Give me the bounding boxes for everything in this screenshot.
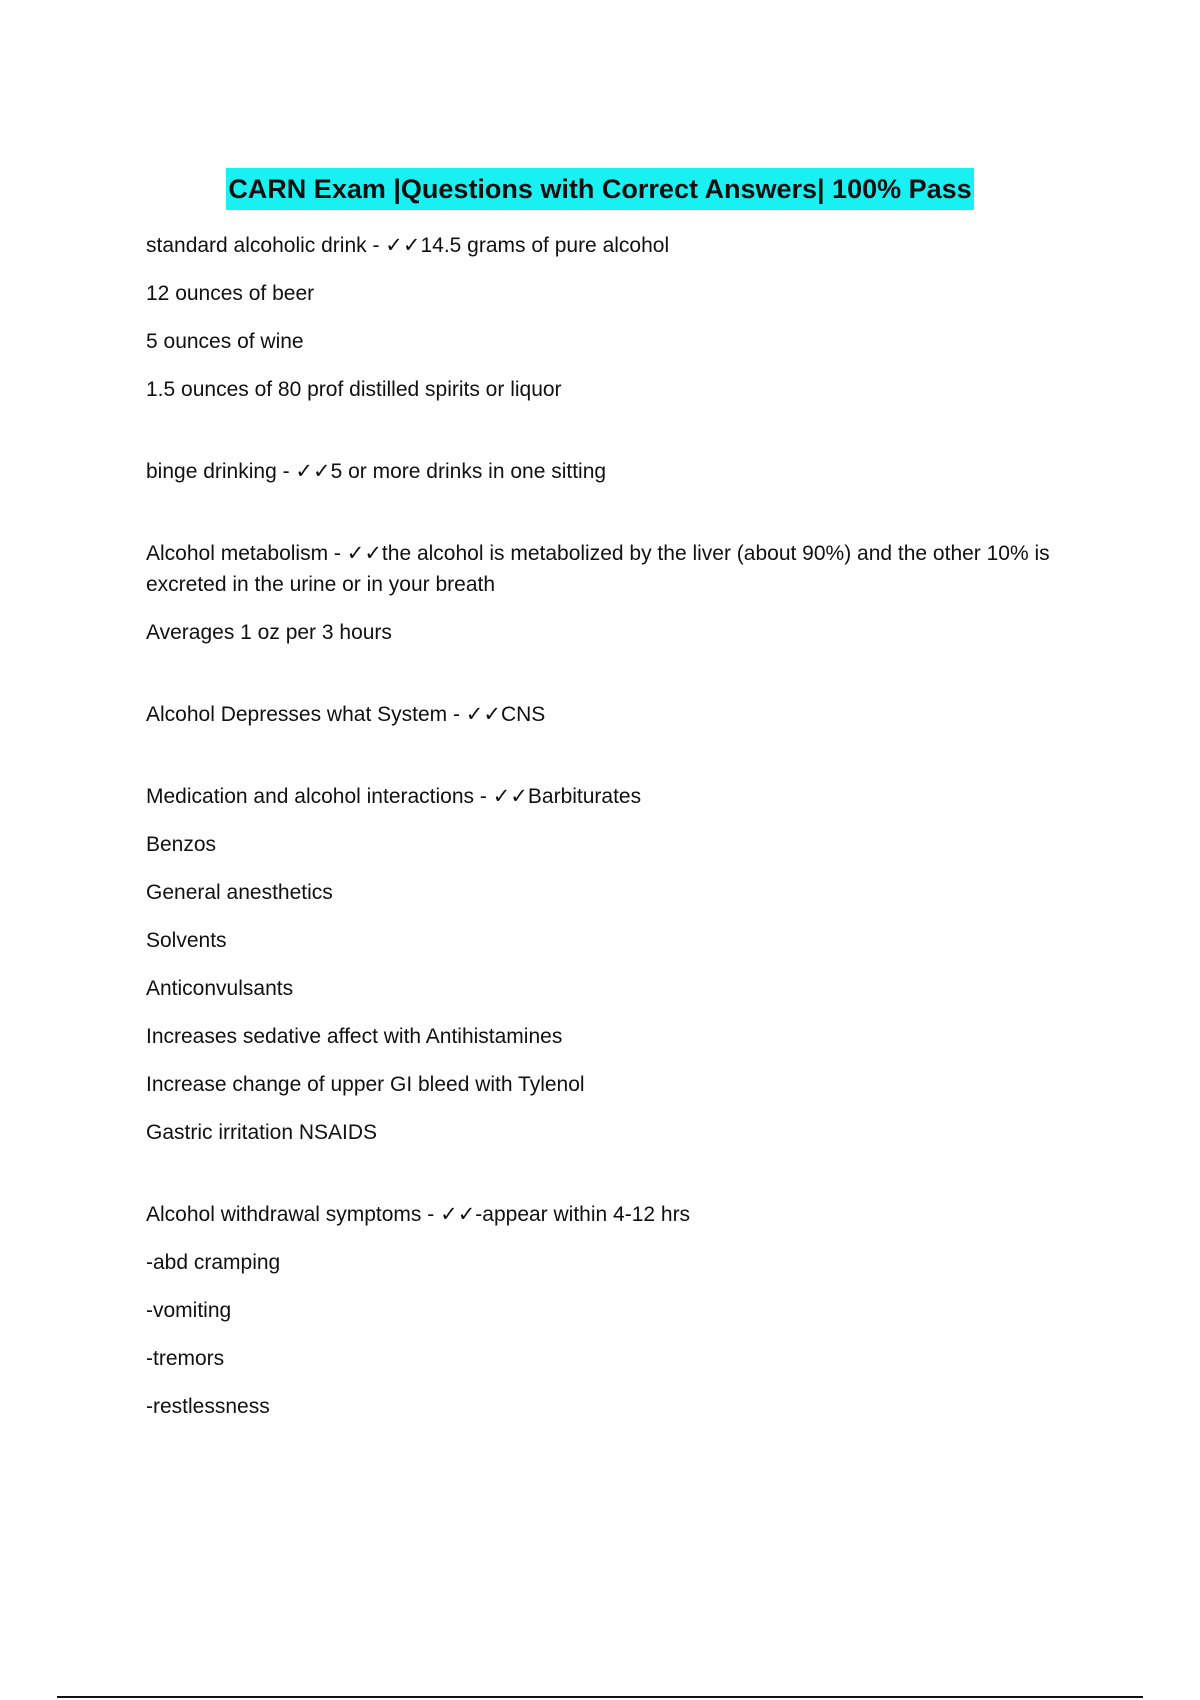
text-line: binge drinking - ✓✓5 or more drinks in one sitting — [146, 460, 607, 483]
text-line: 12 ounces of beer — [146, 282, 315, 305]
footer-divider — [57, 1696, 1143, 1698]
text-line: Solvents — [146, 929, 227, 952]
text-line: Alcohol Depresses what System - ✓✓CNS — [146, 703, 546, 726]
text-line: -abd cramping — [146, 1251, 281, 1274]
text-line: Alcohol withdrawal symptoms - ✓✓-appear within 4-12 hrs — [146, 1203, 691, 1226]
text-line: -tremors — [146, 1347, 225, 1370]
text-line: Benzos — [146, 833, 217, 856]
document-body — [146, 230, 1066, 1439]
text-line: General anesthetics — [146, 881, 333, 904]
document-title: CARN Exam |Questions with Correct Answers| 100% Pass — [226, 168, 973, 210]
text-line: Gastric irritation NSAIDS — [146, 1121, 378, 1144]
text-line: 1.5 ounces of 80 prof distilled spirits or liquor — [146, 378, 562, 401]
text-line: standard alcoholic drink - ✓✓14.5 grams of pure alcohol — [146, 234, 670, 257]
text-line: Anticonvulsants — [146, 977, 294, 1000]
text-line: Increase change of upper GI bleed with Tylenol — [146, 1073, 585, 1096]
text-line: Alcohol metabolism - ✓✓the alcohol is metabolized by the liver (about 90%) and the other 10% is excreted in the urine or in your breath — [146, 542, 1056, 596]
text-line: Averages 1 oz per 3 hours — [146, 621, 392, 644]
title-container — [0, 168, 1200, 210]
text-line: -restlessness — [146, 1395, 270, 1418]
text-line: -vomiting — [146, 1299, 232, 1322]
text-line: Increases sedative affect with Antihistamines — [146, 1025, 563, 1048]
text-line: 5 ounces of wine — [146, 330, 304, 353]
text-line: Medication and alcohol interactions - ✓✓Barbiturates — [146, 785, 642, 808]
